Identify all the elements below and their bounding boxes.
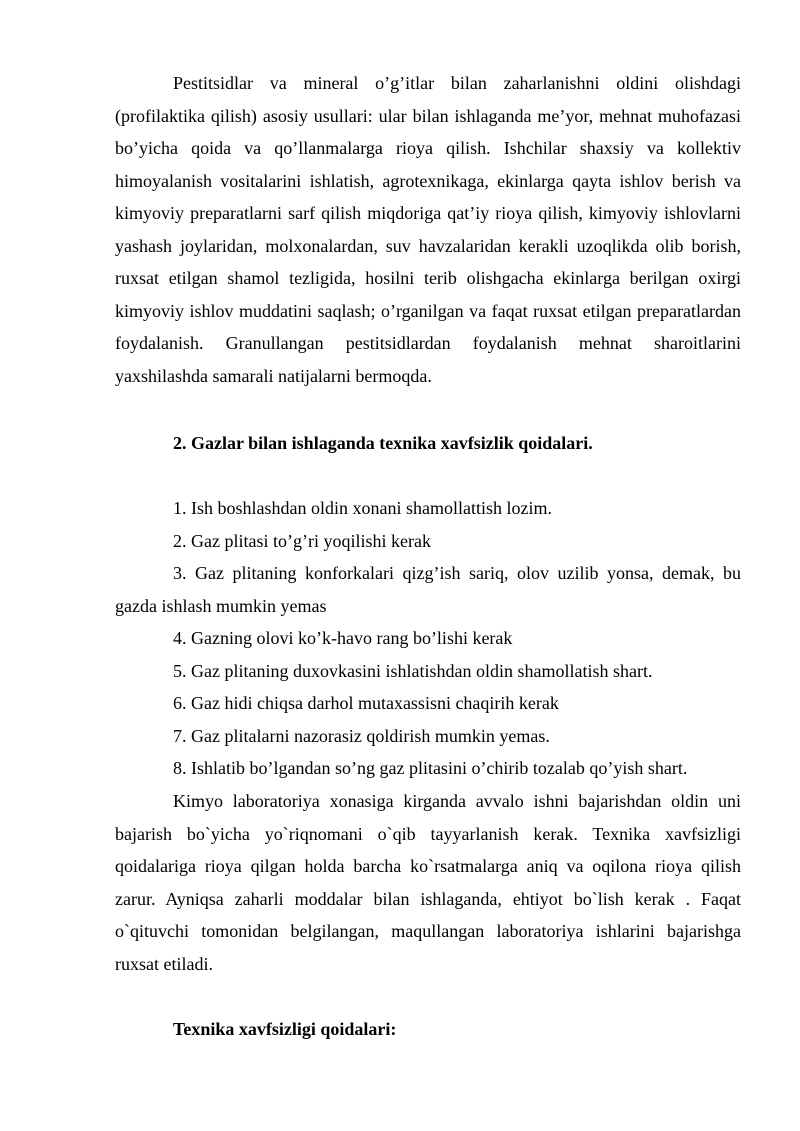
section-heading-gas-safety: 2. Gazlar bilan ishlaganda texnika xavfsizlik qoidalari.	[173, 433, 593, 453]
rule-item-3: 3. Gaz plitaning konforkalari qizg’ish sariq, olov uzilib yonsa, demak, bu gazda ishlash mumkin yemas	[115, 563, 741, 616]
paragraph-pesticides: Pestitsidlar va mineral o’g’itlar bilan zaharlanishni oldini olishdagi (profilaktika qilish) asosiy usullari: ular bilan ishlaganda me’yor, mehnat muhofazasi bo’yicha qoida va qo’llanmalarga rioya qilish. Ishchilar shaxsiy va kollektiv himoyalanish vositalarini ishlatish, agrotexnikaga, ekinlarga qayta ishlov berish va kimyoviy preparatlarni sarf qilish miqdoriga qat’iy rioya qilish, kimyoviy ishlovlarni yashash joylaridan, molxonalardan, suv havzalaridan kerakli uzoqlikda olib borish, ruxsat etilgan shamol tezligida, hosilni terib olishgacha ekinlarga berilgan oxirgi kimyoviy ishlov muddatini saqlash; o’rganilgan va faqat ruxsat etilgan preparatlardan foydalanish. Granullangan pestitsidlardan foydalanish mehnat sharoitlarini yaxshilashda samarali natijalarni bermoqda.	[115, 73, 741, 386]
rule-item-1: 1. Ish boshlashdan oldin xonani shamollattish lozim.	[173, 498, 552, 518]
rule-item-4: 4. Gazning olovi ko’k-havo rang bo’lishi kerak	[173, 628, 513, 648]
rule-item-5: 5. Gaz plitaning duxovkasini ishlatishdan oldin shamollatish shart.	[173, 661, 653, 681]
rule-item-7: 7. Gaz plitalarni nazorasiz qoldirish mumkin yemas.	[173, 726, 550, 746]
rule-item-8: 8. Ishlatib bo’lgandan so’ng gaz plitasini o’chirib tozalab qo’yish shart.	[173, 758, 688, 778]
rule-item-6: 6. Gaz hidi chiqsa darhol mutaxassisni chaqirih kerak	[173, 693, 559, 713]
paragraph-chemistry-lab: Kimyo laboratoriya xonasiga kirganda avvalo ishni bajarishdan oldin uni bajarish bo`yicha yo`riqnomani o`qib tayyarlanish kerak. Texnika xavfsizligi qoidalariga rioya qilgan holda barcha ko`rsatmalarga aniq va oqilona rioya qilish zarur. Ayniqsa zaharli moddalar bilan ishlaganda, ehtiyot bo`lish kerak . Faqat o`qituvchi tomonidan belgilangan, maqullangan laboratoriya ishlarini bajarishga ruxsat etiladi.	[115, 791, 741, 974]
section-heading-safety-rules: Texnika xavfsizligi qoidalari:	[173, 1019, 397, 1039]
rule-item-2: 2. Gaz plitasi to’g’ri yoqilishi kerak	[173, 531, 431, 551]
